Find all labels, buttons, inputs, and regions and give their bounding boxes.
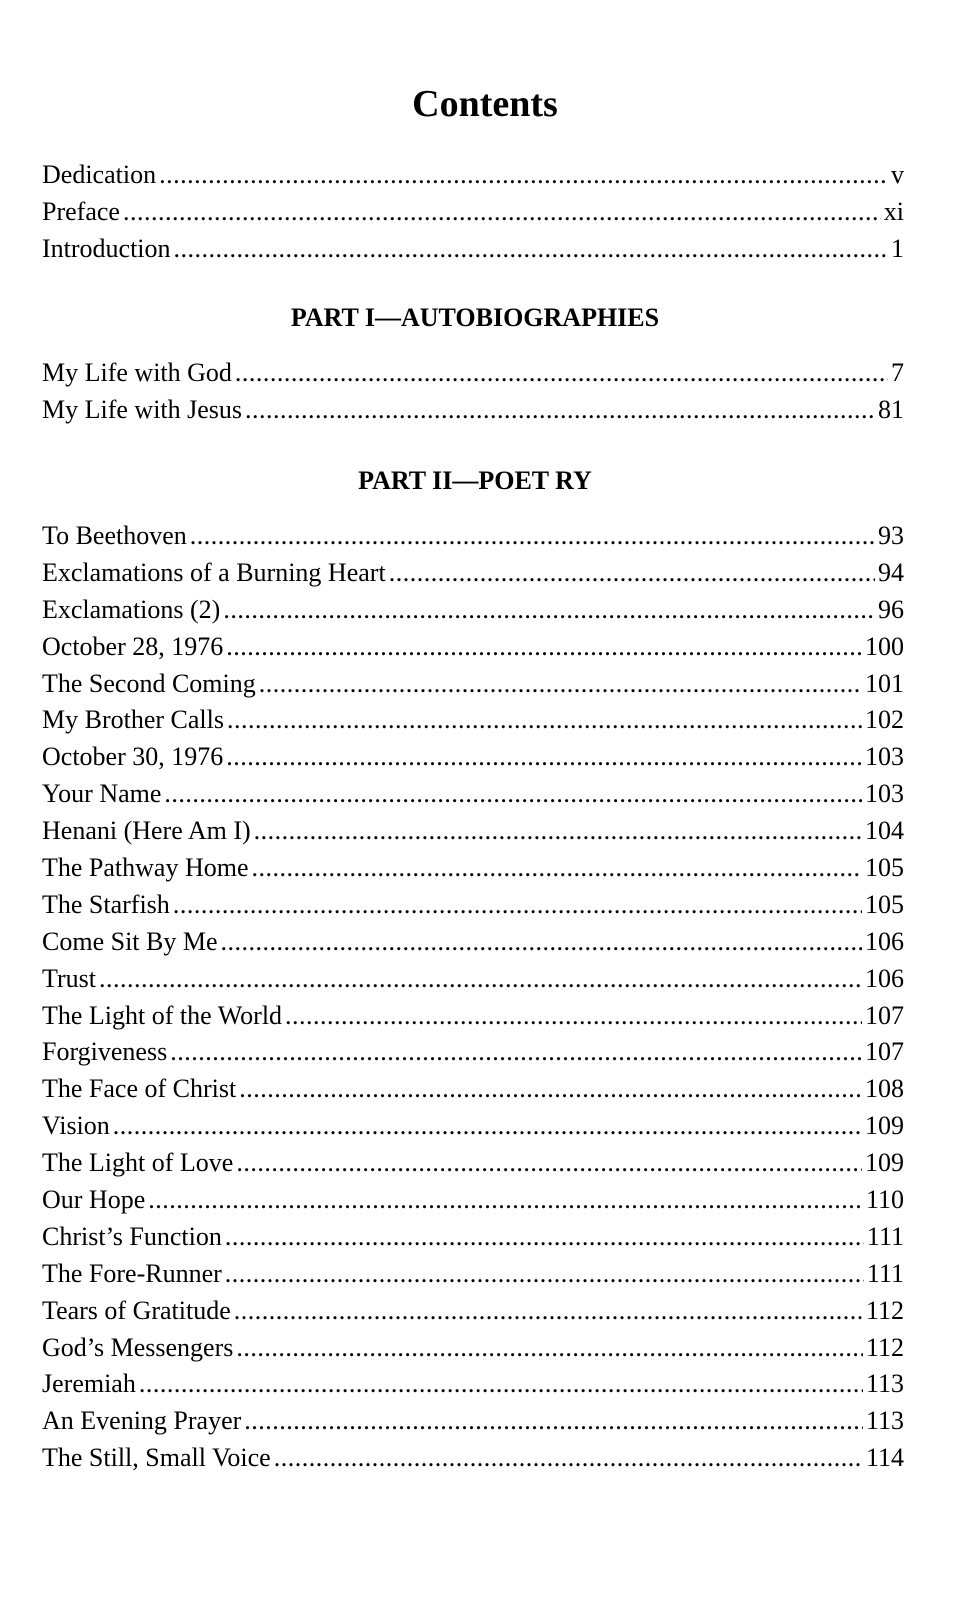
toc-entry-title: Come Sit By Me: [42, 926, 218, 956]
dot-leader: [244, 1403, 863, 1439]
toc-entry-title: The Pathway Home: [42, 853, 249, 883]
toc-entry: [42, 1366, 904, 1403]
toc-entry-page-number: 93: [878, 521, 904, 550]
toc-entry: [42, 813, 904, 850]
dot-leader: [234, 1293, 863, 1329]
dot-leader: [225, 1219, 864, 1255]
toc-entry-page-number: 105: [865, 853, 904, 883]
toc-entry-title: Dedication: [42, 160, 157, 189]
toc-entry-title: Trust: [42, 963, 96, 993]
toc-entry-title: The Second Coming: [42, 668, 256, 698]
dot-leader: [221, 924, 862, 960]
toc-entry-page-number: 104: [865, 816, 904, 846]
page-title: Contents: [412, 83, 558, 125]
toc-entry-page-number: 101: [865, 668, 904, 698]
toc-entry: [42, 629, 904, 666]
toc-entry-page-number: xi: [883, 196, 904, 226]
toc-entry-page-number: 109: [865, 1111, 904, 1141]
front-matter-list: [42, 157, 904, 268]
toc-entry-page-number: 103: [865, 742, 904, 772]
dot-leader: [254, 813, 862, 849]
toc-entry-title: Tears of Gratitude: [42, 1295, 231, 1325]
toc-entry: [42, 1403, 904, 1440]
toc-entry-title: Forgiveness: [42, 1037, 168, 1067]
dot-leader: [99, 961, 862, 997]
dot-leader: [252, 850, 862, 886]
toc-entry-page-number: 110: [865, 1185, 904, 1215]
toc-entry: [42, 1108, 904, 1145]
toc-entry-title: The Fore-Runner: [42, 1258, 222, 1288]
toc-entry-page-number: 7: [891, 358, 904, 387]
toc-entry: [42, 1145, 904, 1182]
toc-entry-title: My Life with Jesus: [42, 394, 243, 424]
toc-entry-page-number: v: [891, 160, 904, 189]
toc-entry-title: To Beethoven: [42, 521, 187, 550]
toc-entry: [42, 1182, 904, 1219]
dot-leader: [259, 666, 862, 702]
dot-leader: [227, 702, 862, 738]
toc-entry-page-number: 94: [878, 557, 904, 587]
toc-entry: [42, 666, 904, 703]
dot-leader: [225, 1256, 864, 1292]
toc-entry-title: Introduction: [42, 233, 171, 263]
toc-entry-page-number: 106: [865, 926, 904, 956]
toc-entry-title: Henani (Here Am I): [42, 816, 251, 846]
toc-entry: [42, 961, 904, 998]
toc-entry: [42, 592, 904, 629]
toc-entry-title: October 28, 1976: [42, 631, 224, 661]
dot-leader: [139, 1366, 863, 1402]
toc-entry-page-number: 1: [891, 233, 904, 263]
part1-heading: PART I—AUTOBIOGRAPHIES: [290, 303, 660, 332]
toc-entry: [42, 1219, 904, 1256]
toc-entry: [42, 194, 904, 231]
toc-entry: [42, 776, 904, 813]
toc-entry: [42, 1440, 904, 1477]
dot-leader: [113, 1108, 862, 1144]
dot-leader: [389, 555, 875, 591]
toc-entry: [42, 518, 904, 555]
toc-entry-title: Preface: [42, 196, 120, 226]
dot-leader: [239, 1071, 862, 1107]
toc-entry: [42, 231, 904, 268]
toc-entry: [42, 702, 904, 739]
toc-entry-title: An Evening Prayer: [42, 1406, 242, 1436]
part2-list: [42, 518, 904, 1477]
toc-entry-page-number: 96: [878, 594, 904, 624]
toc-entry: [42, 1071, 904, 1108]
dot-leader: [274, 1440, 863, 1476]
toc-entry-title: Our Hope: [42, 1185, 146, 1215]
toc-entry-title: God’s Messengers: [42, 1332, 234, 1362]
dot-leader: [123, 194, 881, 230]
toc-entry-title: The Still, Small Voice: [42, 1443, 271, 1473]
toc-entry: [42, 555, 904, 592]
dot-leader: [148, 1182, 863, 1218]
dot-leader: [190, 518, 875, 554]
toc-entry: [42, 850, 904, 887]
toc-entry-title: My Life with God: [42, 358, 232, 387]
dot-leader: [236, 1330, 863, 1366]
toc-entry: [42, 1330, 904, 1367]
toc-entry-page-number: 109: [865, 1148, 904, 1178]
toc-entry-page-number: 108: [865, 1074, 904, 1104]
toc-entry-page-number: 81: [878, 394, 904, 424]
toc-entry-title: Your Name: [42, 779, 162, 809]
toc-entry-page-number: 105: [865, 889, 904, 919]
dot-leader: [235, 355, 888, 391]
toc-entry: [42, 157, 904, 194]
toc-entry-page-number: 113: [865, 1369, 904, 1399]
part2-heading: PART II—POET RY: [358, 466, 592, 495]
toc-entry-page-number: 113: [865, 1406, 904, 1436]
toc-entry: [42, 887, 904, 924]
toc-entry-page-number: 102: [865, 705, 904, 735]
dot-leader: [170, 1034, 862, 1070]
toc-entry: [42, 392, 904, 429]
dot-leader: [245, 392, 875, 428]
toc-entry-title: The Light of Love: [42, 1148, 234, 1178]
dot-leader: [223, 592, 875, 628]
toc-entry-title: My Brother Calls: [42, 705, 224, 735]
toc-entry-title: The Starfish: [42, 889, 170, 919]
toc-entry-title: Vision: [42, 1111, 110, 1141]
toc-entry: [42, 355, 904, 392]
toc-entry-title: Jeremiah: [42, 1369, 136, 1399]
toc-entry-page-number: 107: [865, 1037, 904, 1067]
toc-entry-page-number: 111: [866, 1258, 904, 1288]
toc-entry-page-number: 103: [865, 779, 904, 809]
dot-leader: [285, 998, 862, 1034]
toc-entry-title: Christ’s Function: [42, 1221, 222, 1251]
toc-entry-page-number: 111: [866, 1221, 904, 1251]
toc-entry: [42, 1256, 904, 1293]
toc-entry-page-number: 100: [865, 631, 904, 661]
toc-entry-page-number: 112: [865, 1332, 904, 1362]
toc-entry-page-number: 106: [865, 963, 904, 993]
dot-leader: [159, 157, 888, 193]
toc-entry: [42, 998, 904, 1035]
toc-entry: [42, 739, 904, 776]
toc-entry-title: The Face of Christ: [42, 1074, 237, 1104]
toc-entry-title: October 30, 1976: [42, 742, 224, 772]
dot-leader: [236, 1145, 862, 1181]
toc-entry-title: Exclamations (2): [42, 594, 221, 624]
toc-entry-title: The Light of the World: [42, 1000, 283, 1030]
toc-entry-page-number: 114: [865, 1443, 904, 1473]
toc-entry-title: Exclamations of a Burning Heart: [42, 557, 386, 587]
part1-list: [42, 355, 904, 429]
toc-entry-page-number: 112: [865, 1295, 904, 1325]
dot-leader: [226, 739, 862, 775]
toc-entry-page-number: 107: [865, 1000, 904, 1030]
dot-leader: [173, 887, 862, 923]
dot-leader: [226, 629, 862, 665]
dot-leader: [164, 776, 862, 812]
toc-entry: [42, 1293, 904, 1330]
toc-entry: [42, 924, 904, 961]
toc-entry: [42, 1034, 904, 1071]
dot-leader: [174, 231, 888, 267]
